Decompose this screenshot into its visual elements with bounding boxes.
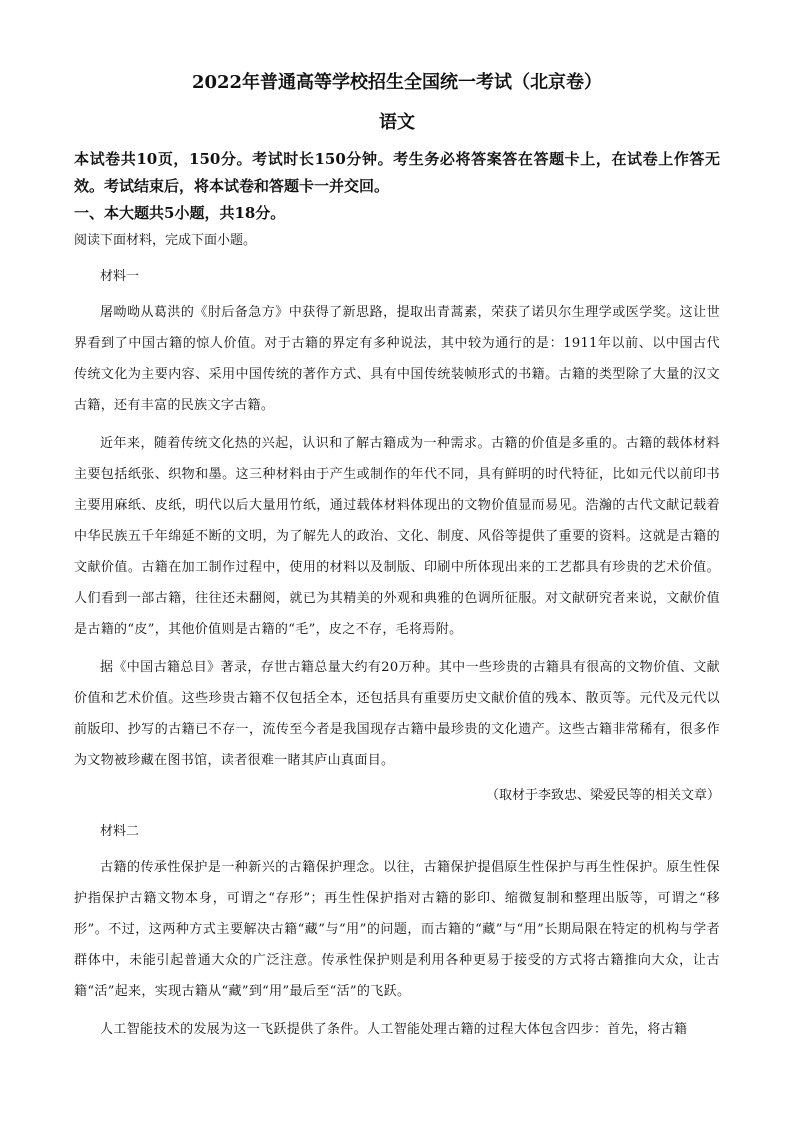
exam-subject: 语文 bbox=[379, 112, 415, 133]
exam-notice: 本试卷共10页，150分。考试时长150分钟。考生务必将答案答在答题卡上，在试卷上作答无效。考试结束后，将本试卷和答题卡一并交回。 bbox=[74, 150, 720, 195]
material-one-source: （取材于李致忠、梁爱民等的相关文章） bbox=[485, 788, 720, 803]
section-heading: 一、本大题共5小题，共18分。 bbox=[74, 204, 286, 222]
material-one-paragraph: 屠呦呦从葛洪的《肘后备急方》中获得了新思路，提取出青蒿素，荣获了诺贝尔生理学或医学奖。这让世界看到了中国古籍的惊人价值。对于古籍的界定有多种说法，其中较为通行的是：1911年以前、以中国古代传统文化为主要内容、采用中国传统的著作方式、具有中国传统装帧形式的书籍。古籍的类型除了大量的汉文古籍，还有丰富的民族文字古籍。 bbox=[74, 305, 720, 413]
exam-title: 2022年普通高等学校招生全国统一考试（北京卷） bbox=[191, 72, 603, 93]
reading-instruction: 阅读下面材料，完成下面小题。 bbox=[74, 233, 257, 248]
material-two-paragraph: 古籍的传承性保护是一种新兴的古籍保护理念。以往，古籍保护提倡原生性保护与再生性保护。原生性保护指保护古籍文物本身，可谓之“存形”；再生性保护指对古籍的影印、缩微复制和整理出版等，可谓之“移形”。不过，这两种方式主要解决古籍“藏”与“用”的问题，而古籍的“藏”与“用”长期局限在特定的机构与学者群体中，未能引起普通大众的广泛注意。传承性保护则是利用各种更易于接受的方式将古籍推向大众，让古籍“活”起来，实现古籍从“藏”到“用”最后至“活”的飞跃。 bbox=[74, 860, 720, 999]
material-one-label: 材料一 bbox=[100, 269, 140, 284]
exam-page bbox=[74, 70, 720, 1045]
material-two-paragraph: 人工智能技术的发展为这一飞跃提供了条件。人工智能处理古籍的过程大体包含四步：首先，将古籍 bbox=[100, 1022, 688, 1037]
material-one-paragraph: 据《中国古籍总目》著录，存世古籍总量大约有20万种。其中一些珍贵的古籍具有很高的文物价值、文献价值和艺术价值。这些珍贵古籍不仅包括全本，还包括具有重要历史文献价值的残本、散页等。元代及元代以前版印、抄写的古籍已不存一，流传至今者是我国现存古籍中最珍贵的文化遗产。这些古籍非常稀有，很多作为文物被珍藏在图书馆，读者很难一睹其庐山真面目。 bbox=[74, 660, 720, 768]
material-one-paragraph: 近年来，随着传统文化热的兴起，认识和了解古籍成为一种需求。古籍的价值是多重的。古籍的载体材料主要包括纸张、织物和墨。这三种材料由于产生或制作的年代不同，具有鲜明的时代特征，比如元代以前印书主要用麻纸、皮纸，明代以后大量用竹纸，通过载体材料体现出的文物价值显而易见。浩瀚的古代文献记载着中华民族五千年绵延不断的文明，为了解先人的政治、文化、制度、风俗等提供了重要的资料。这就是古籍的文献价值。古籍在加工制作过程中，使用的材料以及制版、印刷中所体现出来的工艺都具有珍贵的艺术价值。人们看到一部古籍，往往还未翻阅，就已为其精美的外观和典雅的色调所征服。对文献研究者来说，文献价值是古籍的“皮”，其他价值则是古籍的“毛”，皮之不存，毛将焉附。 bbox=[74, 436, 720, 637]
material-two-label: 材料二 bbox=[100, 824, 140, 839]
